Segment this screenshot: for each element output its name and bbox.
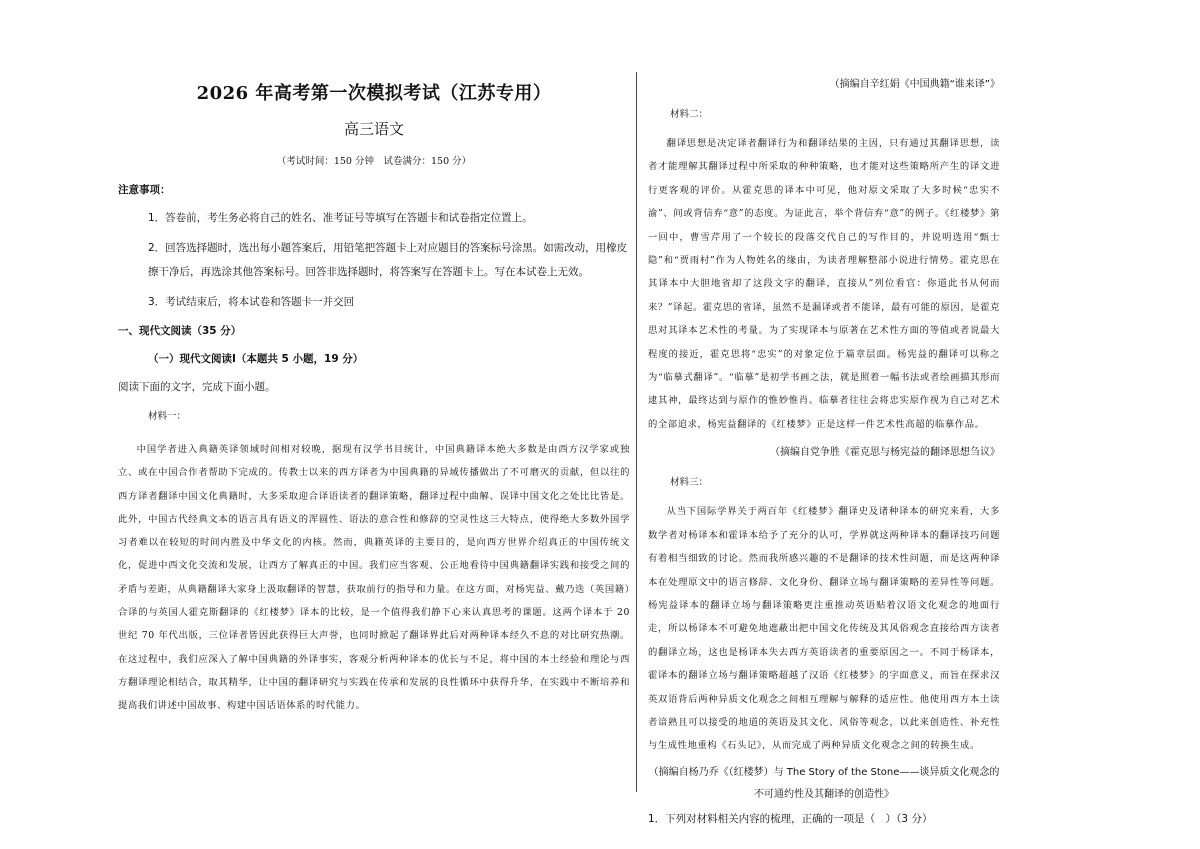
section-heading: 一、现代文阅读（35 分） [118,325,242,337]
notice-item-2: 2．回答选择题时，选出每小题答案后，用铅笔把答题卡上对应题目的答案标号涂黑。如需改动，用橡皮擦干净后，再选涂其他答案标号。回答非选择题时，将答案写在答题卡上。写在本试卷上无效。 [148,242,628,278]
material-2-label: 材料二： [670,109,709,120]
material-1-text: 中国学者进入典籍英译领域时间相对较晚，据现有汉学书目统计，中国典籍译本绝大多数是由西方汉学家或独立、或在中国合作者帮助下完成的。传教士以来的西方译者为中国典籍的异域传播做出了不可磨灭的贡献，但以往的西方译者翻译中国文化典籍时，大多采取迎合译语读者的翻译策略，翻译过程中曲解、误译中国文化之处比比皆是。此外，中国古代经典文本的语言具有语义的浑圆性、语法的意合性和修辞的空灵性这三大特点，使得绝大多数外国学习者难以在较短的时间内胜及中华文化的内核。然而，典籍英译的主要目的，是向西方世界介绍真正的中国传统文化，促进中西文化交流和发展，让西方了解真正的中国。我们应当客观、公正地看待中国典籍翻译实践和接受之间的矛盾与差距，从典籍翻译大家身上汲取翻译的智慧，获取前行的指导和力量。在这方面，对杨宪益、戴乃迭（英国籍）合译的与英国人霍克斯翻译的《红楼梦》译本的比较，是一个值得我们静下心来认真思考的课题。这两个译本于 20 世纪 70 年代出版，三位译者皆因此获得巨大声誉，也同时掀起了翻译界此后对两种译本经久不息的对比研究热潮。在这过程中，我们应深入了解中国典籍的外译事实，客观分析两种译本的优长与不足，将中国的本土经验和理论与西方翻译理论相结合，取其精华，让中国的翻译研究与实践在传承和发展的良性循环中获得升华，在实践中不断培养和提高我们讲述中国故事、构建中国话语体系的时代能力。 [118,444,630,712]
left-column [118,74,630,718]
exam-title: 2026 年高考第一次模拟考试（江苏专用） [196,83,552,104]
question-1: 1．下列对材料相关内容的梳理，正确的一项是（ ）（3 分） [648,812,933,825]
notice-item-3: 3．考试结束后，将本试卷和答题卡一并交回 [148,296,355,308]
right-column [648,74,1000,830]
notice-item-1: 1．答卷前，考生务必将自己的姓名、准考证号等填写在答题卡和试卷指定位置上。 [148,212,533,224]
material-3-text: 从当下国际学界关于两百年《红楼梦》翻译史及诸种译本的研究来看，大多数学者对杨译本和霍译本给予了充分的认可，学界就这两种译本的翻译技巧问题有着相当细致的讨论。然而我所感兴趣的不是翻译的技术性问题，而是这两种译本在处理原文中的语言修辞、文化身份、翻译立场与翻译策略的差异性等问题。杨宪益译本的翻译立场与翻译策略更注重推动英语贴着汉语文化观念的地面行走，所以杨译本不可避免地遮蔽出把中国文化传统及其风俗观念直接给西方读者的翻译立场，这也是杨译本失去西方英语读者的重要原因之一。不同于杨译本，霍译本的翻译立场与翻译策略超越了汉语《红楼梦》的字面意义，而旨在探求汉英双语背后两种异质文化观念之间相互理解与解释的适应性。他使用西方本土读者谙熟且可以接受的地道的英语及其文化、风俗等观念，以此来创造性、补充性与生成性地重构《石头记》，从而完成了两种异质文化观念之间的转换生成。 [648,506,1000,752]
material-3-source: （摘编自杨乃乔《（红楼梦）与 The Story of the Stone——谈异质文化观念的不可通约性及其翻译的创造性》 [648,766,1000,800]
material-2-source: （摘编自党争胜《霍克思与杨宪益的翻译思想刍议》 [770,447,1000,459]
notice-heading: 注意事项： [118,184,171,196]
exam-subject: 高三语文 [343,120,404,138]
material-2-text: 翻译思想是决定译者翻译行为和翻译结果的主因，只有通过其翻译思想，读者才能理解其翻译过程中所采取的种种策略，也才能对这些策略所产生的译文进行更客观的评价。从霍克思的译本中可见，他对原文采取了大多时候“忠实不渝”、间或背信弃“意”的态度。为证此言，举个背信弃“意”的例子。《红楼梦》第一回中，曹雪芹用了一个较长的段落交代自己的写作目的，并说明选用“甄士隐”和“贾雨村”作为人物姓名的缘由，为读者理解整部小说进行情势。霍克思在其译本中大胆地省却了这段文字的翻译，直接从”列位看官：你道此书从何而来？”译起。霍克思的省译，虽然不是漏译或者不能译，最有可能的原因，是霍克思对其译本艺术性的考量。为了实现译本与原著在艺术性方面的等值或者说最大程度的接近，霍克思将“忠实”的对象定位于篇章层面。杨宪益的翻译可以称之为“临摹式翻译”。“临摹”是初学书画之法，就是照着一幅书法或者绘画描其形而逮其神，最终达到与原作的惟妙惟肖。临摹者往往会将忠实原作视为自己对艺术的全部追求，杨宪益翻译的《红楼梦》正是这样一件艺术性高超的临摹作品。 [648,138,1000,430]
material-1-source: （摘编自辛红娟《中国典籍“谁来译”》 [829,79,1000,90]
material-1-label: 材料一： [148,411,187,422]
exam-info: （考试时间：150 分钟 试卷满分：150 分） [276,156,472,167]
column-divider [636,72,637,792]
subsection-heading: （一）现代文阅读Ⅰ（本题共 5 小题，19 分） [148,353,364,365]
reading-instruction: 阅读下面的文字，完成下面小题。 [118,381,276,393]
material-3-label: 材料三： [670,477,709,489]
